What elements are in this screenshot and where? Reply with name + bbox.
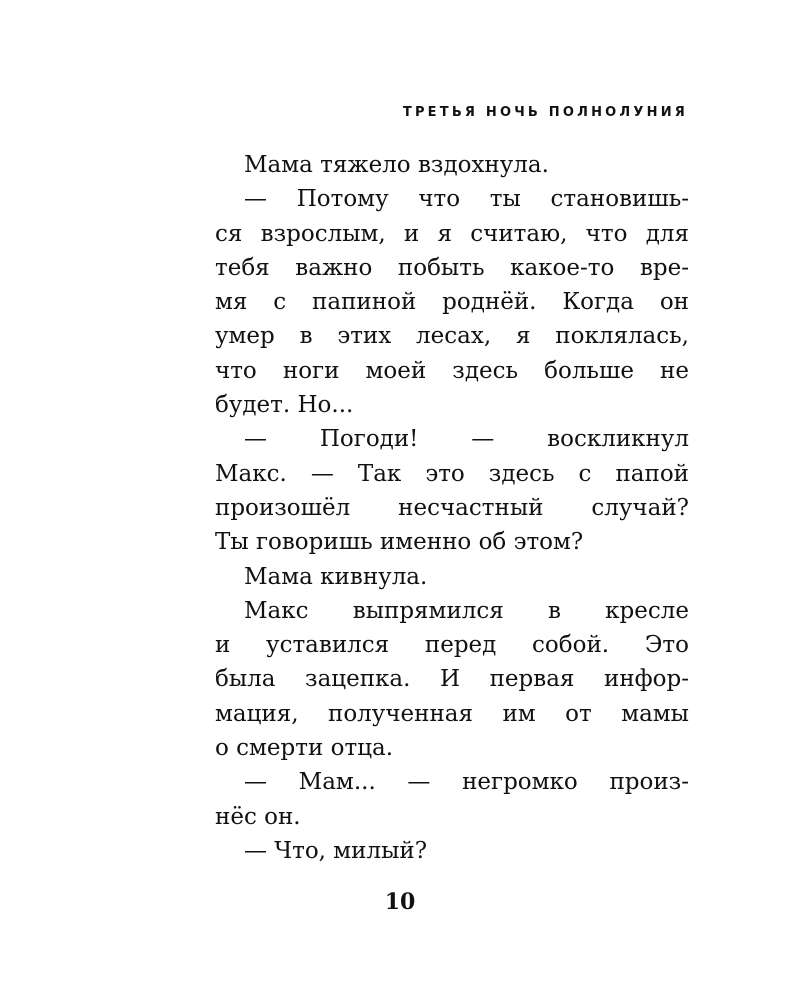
text-line: была зацепка. И первая инфор- xyxy=(215,666,689,693)
text-line: Макс выпрямился в кресле xyxy=(244,597,689,624)
text-line: произошёл несчастный случай? xyxy=(215,494,689,521)
page-number: 10 xyxy=(384,889,416,915)
text-line: о смерти отца. xyxy=(215,735,394,762)
body-text xyxy=(215,148,689,868)
text-line: будет. Но... xyxy=(215,392,354,419)
text-line: мя с папиной роднёй. Когда он xyxy=(215,289,689,316)
text-line: тебя важно побыть какое-то вре- xyxy=(215,254,689,281)
text-line: умер в этих лесах, я поклялась, xyxy=(215,323,689,350)
text-line: — Что, милый? xyxy=(244,837,428,864)
text-line: — Мам... — негромко произ- xyxy=(244,769,689,796)
text-line: ся взрослым, и я считаю, что для xyxy=(215,220,689,247)
text-line: Макс. — Так это здесь с папой xyxy=(215,460,689,487)
text-line: и уставился перед собой. Это xyxy=(215,632,689,659)
text-line: мация, полученная им от мамы xyxy=(215,700,689,727)
text-line: — Погоди! — воскликнул xyxy=(244,426,689,453)
text-line: Ты говоришь именно об этом? xyxy=(215,529,584,556)
running-header: ТРЕТЬЯ НОЧЬ ПОЛНОЛУНИЯ xyxy=(402,105,688,120)
text-line: Мама тяжело вздохнула. xyxy=(244,152,549,178)
text-line: что ноги моей здесь больше не xyxy=(215,357,689,384)
text-line: нёс он. xyxy=(215,803,301,830)
text-line: Мама кивнула. xyxy=(244,563,428,590)
text-line: — Потому что ты становишь- xyxy=(244,186,689,213)
